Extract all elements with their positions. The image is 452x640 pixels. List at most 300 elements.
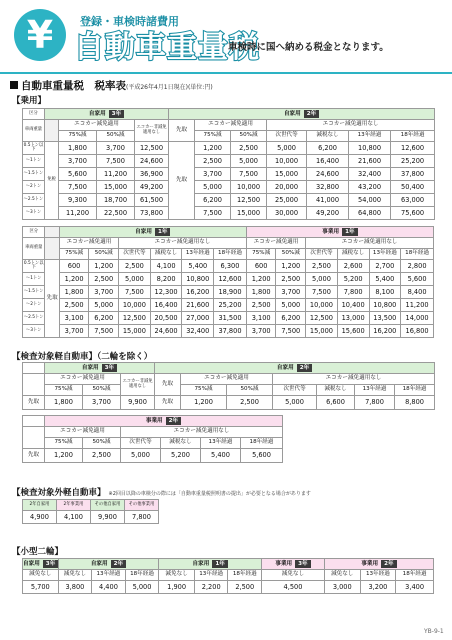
value-cell: 3,700 <box>89 286 119 299</box>
value-cell: 37,800 <box>391 168 435 181</box>
value-cell: 1,200 <box>181 396 227 410</box>
years-tag: 3年 <box>102 364 118 372</box>
band-moto-jika1: 自家用 1年 <box>159 559 262 570</box>
table-row <box>23 325 434 338</box>
head-eco-none: エコカー非減免適用なし <box>121 374 155 396</box>
value-cell: 15,000 <box>119 325 151 338</box>
value-cell: 2,500 <box>89 273 119 286</box>
table-row <box>23 581 434 594</box>
band-moto-jika2: 自家用 2年 <box>58 559 159 570</box>
years-tag: 2年 <box>111 560 127 568</box>
square-bullet-icon <box>10 81 18 89</box>
row-label: ～1トン <box>23 155 45 168</box>
value-cell: 600 <box>246 260 276 273</box>
band-jika2: 自家用 2年 <box>169 109 435 120</box>
value-cell: 1,200 <box>195 142 231 155</box>
head-cell: 2年事業用 <box>57 500 91 511</box>
head-13: 13年経過 <box>349 131 391 142</box>
table-row <box>23 207 435 220</box>
value-cell: 16,400 <box>150 299 182 312</box>
row-label: ～2トン <box>23 299 45 312</box>
value-cell: 5,000 <box>125 581 159 594</box>
value-cell: 21,600 <box>182 299 214 312</box>
value-cell: 5,000 <box>121 449 161 463</box>
value-cell: 12,500 <box>119 312 151 325</box>
value-cell: 2,200 <box>194 581 228 594</box>
value-cell: 5,000 <box>306 273 338 286</box>
value-cell: 50,400 <box>391 181 435 194</box>
row-menzei: 免税 <box>45 142 59 220</box>
value-cell: 25,200 <box>391 155 435 168</box>
value-cell: 5,200 <box>337 273 369 286</box>
table-row <box>23 312 434 325</box>
value-cell: 4,100 <box>57 511 91 524</box>
years-tag: 1年 <box>155 228 171 236</box>
value-cell: 75,600 <box>391 207 435 220</box>
value-cell: 9,300 <box>59 194 97 207</box>
table-row <box>23 168 435 181</box>
value-cell: 7,500 <box>89 325 119 338</box>
value-cell: 7,500 <box>97 155 135 168</box>
value-cell: 36,900 <box>135 168 169 181</box>
row-label: ～1.5トン <box>23 168 45 181</box>
value-cell: 1,800 <box>45 396 83 410</box>
value-cell: 13,000 <box>337 312 369 325</box>
value-cell: 2,700 <box>369 260 401 273</box>
value-cell: 24,600 <box>135 155 169 168</box>
page-header <box>0 0 452 72</box>
value-cell: 5,600 <box>59 168 97 181</box>
value-cell: 5,600 <box>401 273 434 286</box>
value-cell: 10,800 <box>349 142 391 155</box>
row-label: ～1.5トン <box>23 286 45 299</box>
row-label: ～2.5トン <box>23 194 45 207</box>
heading-note: ※2回目以降の車検分の際には「自動車重量税照明書の提出」が必要となる場合があります <box>108 491 311 497</box>
value-cell: 6,200 <box>276 312 306 325</box>
header-subtitle: 登録・車検時諸費用 <box>80 15 179 28</box>
section-title-text: 自動車重量税 税率表 <box>21 80 126 92</box>
value-cell: 54,000 <box>349 194 391 207</box>
row-label: 先取 <box>23 396 45 410</box>
value-cell: 3,000 <box>324 581 360 594</box>
head-senko: 先取 <box>155 374 181 396</box>
value-cell: 2,600 <box>337 260 369 273</box>
head-eco-none-b: エコカー減免適用なし <box>273 374 435 385</box>
head-eco-apply: エコカー減免適用 <box>45 427 121 438</box>
table-row <box>23 299 434 312</box>
head-18-j: 18年経過 <box>401 249 434 260</box>
head-p50: 50%減 <box>83 438 121 449</box>
head-p50: 50%減 <box>97 131 135 142</box>
table-row <box>23 155 435 168</box>
head-eco-apply: エコカー減免適用 <box>59 238 118 249</box>
row-label: ～3トン <box>23 325 45 338</box>
page-title: 自動車重量税 <box>74 30 260 65</box>
value-cell: 30,000 <box>267 207 307 220</box>
head-eco-apply: エコカー減免適用 <box>59 120 135 131</box>
value-cell: 1,200 <box>246 273 276 286</box>
value-cell: 22,500 <box>97 207 135 220</box>
head-cell: 減免なし <box>58 570 92 581</box>
value-cell: 7,800 <box>337 286 369 299</box>
value-cell: 1,900 <box>159 581 195 594</box>
value-cell: 12,600 <box>214 273 247 286</box>
value-cell: 24,600 <box>150 325 182 338</box>
value-cell: 10,800 <box>182 273 214 286</box>
value-cell: 1,800 <box>246 286 276 299</box>
value-cell: 4,100 <box>150 260 182 273</box>
value-cell: 61,500 <box>135 194 169 207</box>
value-cell: 31,500 <box>214 312 247 325</box>
band-jika3: 自家用 3年 <box>45 109 169 120</box>
value-cell: 1,200 <box>59 273 89 286</box>
head-p75: 75%減 <box>45 385 83 396</box>
value-cell: 8,200 <box>150 273 182 286</box>
head-13: 13年経過 <box>182 249 214 260</box>
value-cell: 15,000 <box>267 168 307 181</box>
value-cell: 20,000 <box>267 181 307 194</box>
value-cell: 15,000 <box>97 181 135 194</box>
value-cell: 10,000 <box>119 299 151 312</box>
value-cell: 25,200 <box>214 299 247 312</box>
value-cell: 2,500 <box>306 260 338 273</box>
value-cell: 10,000 <box>231 181 267 194</box>
row-label: ～2.5トン <box>23 312 45 325</box>
head-eco-apply-b: エコカー減免適用 <box>195 120 267 131</box>
head-cell: 減免なし <box>262 570 325 581</box>
table-row <box>23 260 434 273</box>
table-row <box>23 194 435 207</box>
table-row <box>23 449 283 463</box>
band-moto-jigyo2: 事業用 2年 <box>324 559 433 570</box>
value-cell: 9,900 <box>91 511 125 524</box>
head-13-j: 13年経過 <box>369 249 401 260</box>
head-p75: 75%減 <box>45 438 83 449</box>
value-cell: 64,800 <box>349 207 391 220</box>
head-cell: 減免なし <box>324 570 360 581</box>
head-cell: 18年経過 <box>125 570 159 581</box>
value-cell: 63,000 <box>391 194 435 207</box>
row-label: ～3トン <box>23 207 45 220</box>
value-cell: 11,200 <box>59 207 97 220</box>
head-cell: 18年経過 <box>396 570 434 581</box>
table-row <box>23 511 159 524</box>
years-tag: 1年 <box>342 228 358 236</box>
value-cell: 43,200 <box>349 181 391 194</box>
value-cell: 3,700 <box>59 325 89 338</box>
value-cell: 3,100 <box>59 312 89 325</box>
band-jika1: 自家用 1年 <box>59 227 246 238</box>
value-cell: 5,000 <box>267 142 307 155</box>
years-tag: 3年 <box>43 560 58 568</box>
value-cell: 2,500 <box>246 299 276 312</box>
head-cell: 減免なし <box>23 570 59 581</box>
head-senko: 先取 <box>169 120 195 142</box>
section-note: (平成26年4月1日現在)(単位:円) <box>126 84 213 91</box>
value-cell: 3,700 <box>246 325 276 338</box>
head-p75-b: 75%減 <box>181 385 227 396</box>
head-p75: 75%減 <box>59 131 97 142</box>
value-cell: 15,000 <box>231 207 267 220</box>
value-cell: 7,500 <box>59 181 97 194</box>
value-cell: 13,500 <box>369 312 401 325</box>
value-cell: 3,700 <box>195 168 231 181</box>
years-tag: 3年 <box>109 110 125 118</box>
table-row <box>23 181 435 194</box>
head-genzei: 減税なし <box>150 249 182 260</box>
table-kei-jigyo <box>22 415 283 463</box>
value-cell: 6,200 <box>195 194 231 207</box>
value-cell: 8,100 <box>369 286 401 299</box>
head-eco-apply-b: エコカー減免適用 <box>181 374 273 385</box>
value-cell: 12,500 <box>135 142 169 155</box>
value-cell: 14,000 <box>401 312 434 325</box>
value-cell: 3,800 <box>58 581 92 594</box>
table-row <box>23 396 435 410</box>
head-jisedai: 次世代等 <box>121 438 161 449</box>
head-jisedai: 次世代等 <box>267 131 307 142</box>
head-p75-j: 75%減 <box>246 249 276 260</box>
value-cell: 5,400 <box>182 260 214 273</box>
band-kei-jika2: 自家用 2年 <box>155 363 435 374</box>
row-label: ～1トン <box>23 273 45 286</box>
value-cell: 18,900 <box>214 286 247 299</box>
value-cell: 16,400 <box>307 155 349 168</box>
table-passenger-b <box>22 226 434 338</box>
heading-moto: 【小型二輪】 <box>12 547 64 557</box>
value-cell: 3,700 <box>83 396 121 410</box>
value-cell: 12,600 <box>391 142 435 155</box>
table-passenger-a <box>22 108 435 220</box>
head-18: 18年経過 <box>395 385 435 396</box>
value-cell: 3,200 <box>360 581 396 594</box>
value-cell: 41,000 <box>307 194 349 207</box>
value-cell: 11,200 <box>401 299 434 312</box>
value-cell: 25,000 <box>267 194 307 207</box>
value-cell: 10,800 <box>369 299 401 312</box>
value-cell: 49,200 <box>307 207 349 220</box>
value-cell: 5,200 <box>161 449 201 463</box>
head-cell: 2年自家用 <box>23 500 57 511</box>
value-cell: 7,500 <box>195 207 231 220</box>
value-cell: 2,500 <box>228 581 262 594</box>
value-cell: 3,100 <box>246 312 276 325</box>
value-cell: 5,700 <box>23 581 59 594</box>
band-kei-jika3: 自家用 3年 <box>45 363 155 374</box>
head-genzei: 減税なし <box>307 131 349 142</box>
value-cell: 1,200 <box>89 260 119 273</box>
head-jisedai: 次世代等 <box>119 249 151 260</box>
value-cell: 3,400 <box>396 581 434 594</box>
value-cell: 5,000 <box>89 299 119 312</box>
years-tag: 2年 <box>304 110 320 118</box>
value-cell: 3,700 <box>97 142 135 155</box>
row-label: 0.5トン以下 <box>23 260 45 273</box>
value-cell: 6,600 <box>317 396 355 410</box>
value-cell: 4,400 <box>92 581 126 594</box>
value-cell: 37,800 <box>214 325 247 338</box>
band-jigyo1: 事業用 1年 <box>246 227 433 238</box>
band-moto-jika3: 自家用 3年 <box>23 559 59 570</box>
head-genzei-j: 減税なし <box>337 249 369 260</box>
value-cell: 2,500 <box>231 142 267 155</box>
value-cell: 6,200 <box>89 312 119 325</box>
value-cell: 1,800 <box>59 142 97 155</box>
value-cell: 73,800 <box>135 207 169 220</box>
head-13: 13年経過 <box>201 438 241 449</box>
row-label: ～2トン <box>23 181 45 194</box>
value-cell: 4,500 <box>262 581 325 594</box>
section-title <box>10 78 213 93</box>
table-row <box>23 286 434 299</box>
value-cell: 12,500 <box>306 312 338 325</box>
value-cell: 12,300 <box>150 286 182 299</box>
table-moto <box>22 558 434 594</box>
value-cell: 8,800 <box>395 396 435 410</box>
head-eco-none-b: エコカー減免適用なし <box>267 120 435 131</box>
head-genzei: 減税なし <box>317 385 355 396</box>
value-cell: 10,000 <box>306 299 338 312</box>
years-tag: 2年 <box>381 560 397 568</box>
value-cell: 16,800 <box>401 325 434 338</box>
head-p75: 75%減 <box>59 249 89 260</box>
value-cell: 5,000 <box>276 299 306 312</box>
head-jisedai: 次世代等 <box>273 385 317 396</box>
value-cell: 4,900 <box>23 511 57 524</box>
value-cell: 15,600 <box>337 325 369 338</box>
years-tag: 2年 <box>297 364 313 372</box>
cell-ku: 区分 <box>23 109 45 120</box>
table-kei-other <box>22 499 159 524</box>
head-jisedai-j: 次世代等 <box>306 249 338 260</box>
value-cell: 2,500 <box>59 299 89 312</box>
head-p75-b: 75%減 <box>195 131 231 142</box>
value-cell: 2,500 <box>83 449 121 463</box>
years-tag: 1年 <box>212 560 228 568</box>
value-cell: 20,500 <box>150 312 182 325</box>
head-cell: 18年経過 <box>228 570 262 581</box>
value-cell: 27,000 <box>182 312 214 325</box>
value-cell: 5,000 <box>231 155 267 168</box>
cell-juryo: 車両重量 <box>23 238 45 260</box>
head-18: 18年経過 <box>214 249 247 260</box>
value-cell: 15,000 <box>306 325 338 338</box>
value-cell: 21,600 <box>349 155 391 168</box>
value-cell: 18,700 <box>97 194 135 207</box>
value-cell: 5,400 <box>369 273 401 286</box>
table-kei <box>22 362 435 410</box>
yen-icon: ¥ <box>14 9 66 61</box>
value-cell: 7,800 <box>355 396 395 410</box>
header-tagline: 車検時に国へ納める税金となります。 <box>228 42 389 53</box>
head-cell: 減免なし <box>159 570 195 581</box>
head-13: 13年経過 <box>355 385 395 396</box>
value-cell: 5,000 <box>273 396 317 410</box>
value-cell: 2,500 <box>119 260 151 273</box>
head-p50-j: 50%減 <box>276 249 306 260</box>
value-cell: 5,400 <box>201 449 241 463</box>
years-tag: 2年 <box>166 417 182 425</box>
head-18: 18年経過 <box>241 438 283 449</box>
value-cell: 7,500 <box>276 325 306 338</box>
value-cell: 600 <box>59 260 89 273</box>
head-p50-b: 50%減 <box>231 131 267 142</box>
heading-passenger: 【乗用】 <box>12 96 47 106</box>
value-cell: 7,500 <box>119 286 151 299</box>
value-cell: 2,500 <box>227 396 273 410</box>
value-cell: 3,700 <box>276 286 306 299</box>
value-cell: 7,500 <box>231 168 267 181</box>
value-cell: 7,800 <box>125 511 159 524</box>
value-cell: 6,300 <box>214 260 247 273</box>
head-18: 18年経過 <box>391 131 435 142</box>
head-cell: 13年経過 <box>92 570 126 581</box>
value-cell: 7,500 <box>306 286 338 299</box>
head-eco-apply-j: エコカー減免適用 <box>246 238 305 249</box>
head-cell: その他自家用 <box>91 500 125 511</box>
value-cell: 5,000 <box>195 181 231 194</box>
value-cell: 2,500 <box>276 273 306 286</box>
value-cell: 8,400 <box>401 286 434 299</box>
value-cell: 1,200 <box>276 260 306 273</box>
band-moto-jigyo3: 事業用 3年 <box>262 559 325 570</box>
value-cell: 10,000 <box>267 155 307 168</box>
head-eco-apply: エコカー減免適用 <box>45 374 121 385</box>
value-cell: 49,200 <box>135 181 169 194</box>
head-genzei: 減税なし <box>161 438 201 449</box>
row-senko: 先取 <box>45 260 59 338</box>
value-cell: 5,600 <box>241 449 283 463</box>
row-label: 先取 <box>23 449 45 463</box>
cell-juryo: 車両重量 <box>23 120 45 142</box>
value-cell: 32,400 <box>349 168 391 181</box>
head-cell: 13年経過 <box>360 570 396 581</box>
head-eco-none: エコカー減免適用なし <box>119 238 247 249</box>
value-cell: 1,200 <box>45 449 83 463</box>
head-cell: その他事業用 <box>125 500 159 511</box>
band-kei-jigyo2: 事業用 2年 <box>45 416 283 427</box>
head-eco-none: エコカー減免適用なし <box>121 427 283 438</box>
value-cell: 32,800 <box>307 181 349 194</box>
heading-kei: 【検査対象軽自動車】（二輪を除く） <box>12 352 153 362</box>
value-cell: 24,600 <box>307 168 349 181</box>
row-senko: 先取 <box>169 142 195 220</box>
value-cell: 6,200 <box>307 142 349 155</box>
value-cell: 5,000 <box>119 273 151 286</box>
value-cell: 10,400 <box>337 299 369 312</box>
head-cell: 13年経過 <box>194 570 228 581</box>
head-p50: 50%減 <box>83 385 121 396</box>
table-row <box>23 142 435 155</box>
value-cell: 2,800 <box>401 260 434 273</box>
value-cell: 12,500 <box>231 194 267 207</box>
head-p50-b: 50%減 <box>227 385 273 396</box>
header-divider <box>0 72 452 74</box>
value-cell: 11,200 <box>97 168 135 181</box>
value-cell: 16,200 <box>182 286 214 299</box>
value-cell: 16,200 <box>369 325 401 338</box>
head-eco-none-a: エコカー非減免適用なし <box>135 120 169 142</box>
value-cell: 2,500 <box>195 155 231 168</box>
value-cell: 1,800 <box>59 286 89 299</box>
heading-kei-other: 【検査対象外軽自動車】 ※2回目以降の車検分の際には「自動車重量税照明書の提出」が必要となる場合があります <box>12 488 311 498</box>
table-row <box>23 273 434 286</box>
years-tag: 3年 <box>295 560 311 568</box>
cell-ku: 区分 <box>23 227 45 238</box>
value-cell: 3,700 <box>59 155 97 168</box>
value-cell: 9,900 <box>121 396 155 410</box>
page-number: YB-9-1 <box>424 628 444 635</box>
